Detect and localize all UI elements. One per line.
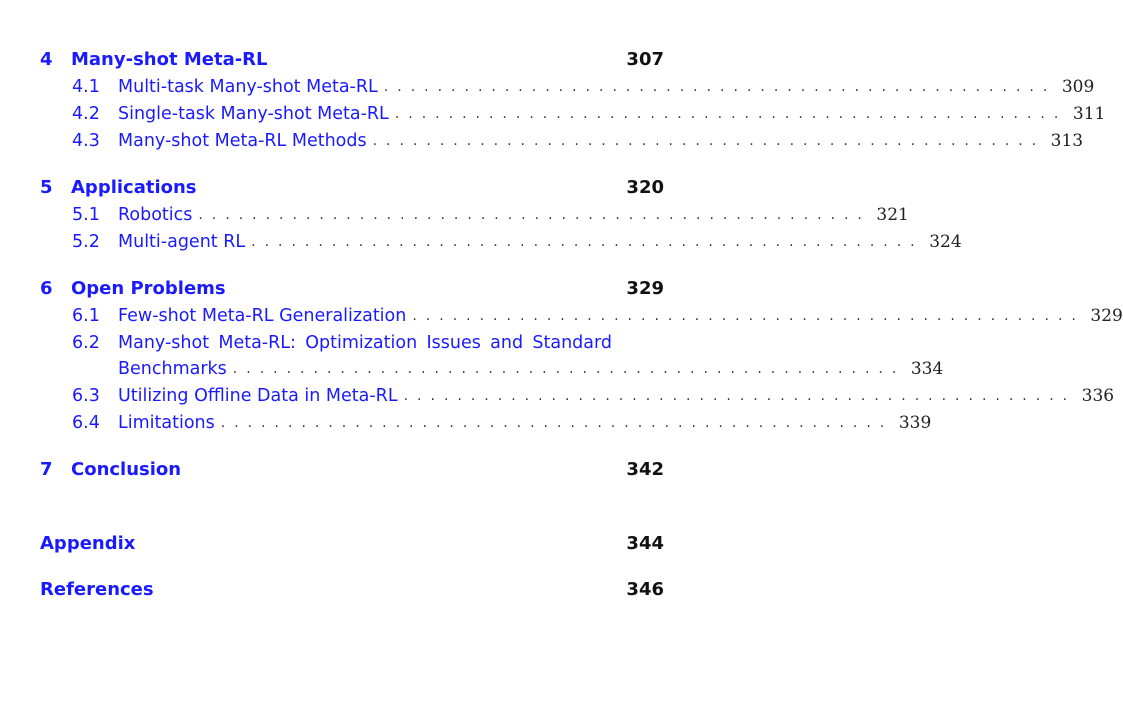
dot-leaders: .................................................. (232, 361, 906, 377)
dot-leaders: .................................................. (394, 106, 1068, 122)
appendix-page: 344 (626, 533, 664, 554)
section-title[interactable]: Utilizing Offline Data in Meta-RL (118, 386, 398, 406)
dot-leaders: .................................................. (412, 308, 1085, 324)
section-number: 6.4 (72, 413, 100, 433)
section-number: 5.1 (72, 205, 100, 225)
dot-leaders: .................................................. (372, 133, 1046, 149)
toc-section-6-3[interactable] (72, 383, 1115, 409)
section-page: 329 (1090, 306, 1123, 326)
toc-section-6-2-cont[interactable] (72, 356, 944, 382)
toc-section-4-2[interactable] (72, 101, 1106, 127)
section-title[interactable]: Multi-task Many-shot Meta-RL (118, 77, 378, 97)
section-number: 6.1 (72, 306, 100, 326)
toc-section-4-3[interactable] (72, 128, 1084, 154)
chapter-title[interactable]: Many-shot Meta-RL (71, 49, 268, 70)
section-page: 321 (876, 205, 909, 225)
section-page: 324 (929, 232, 962, 252)
toc-section-6-2[interactable] (72, 330, 664, 356)
toc-chapter-5[interactable] (40, 175, 664, 201)
toc-chapter-6[interactable] (40, 276, 664, 302)
section-title[interactable]: Few-shot Meta-RL Generalization (118, 306, 407, 326)
chapter-title[interactable]: Applications (71, 177, 197, 198)
chapter-number: 6 (40, 278, 53, 299)
section-page: 313 (1050, 131, 1084, 151)
section-title[interactable]: Single-task Many-shot Meta-RL (118, 104, 389, 124)
chapter-page: 307 (626, 49, 664, 70)
chapter-number: 5 (40, 177, 53, 198)
dot-leaders: .................................................. (383, 79, 1057, 95)
toc-section-6-4[interactable] (72, 410, 932, 436)
toc-section-5-2[interactable] (72, 229, 962, 255)
dot-leaders: .................................................. (403, 388, 1077, 404)
section-page: 311 (1072, 104, 1106, 124)
section-number: 4.2 (72, 104, 100, 124)
section-page: 336 (1081, 386, 1115, 406)
section-title-continued[interactable]: Benchmarks (118, 359, 227, 379)
references-title[interactable]: References (40, 579, 154, 600)
toc-chapter-7[interactable] (40, 457, 664, 483)
section-title[interactable]: Many-shot Meta-RL Methods (118, 131, 367, 151)
section-number: 6.2 (72, 333, 100, 353)
dot-leaders: .................................................. (251, 234, 924, 250)
toc-references[interactable] (40, 577, 664, 603)
chapter-number: 7 (40, 459, 53, 480)
toc-appendix[interactable] (40, 531, 664, 557)
section-title[interactable]: Robotics (118, 205, 193, 225)
section-page: 309 (1061, 77, 1095, 97)
section-number: 6.3 (72, 386, 100, 406)
section-title[interactable]: Limitations (118, 413, 215, 433)
chapter-page: 329 (626, 278, 664, 299)
chapter-number: 4 (40, 49, 53, 70)
appendix-title[interactable]: Appendix (40, 533, 136, 554)
references-page: 346 (626, 579, 664, 600)
toc-section-5-1[interactable] (72, 202, 909, 228)
section-number: 4.1 (72, 77, 100, 97)
dot-leaders: .................................................. (220, 415, 894, 431)
section-number: 4.3 (72, 131, 100, 151)
section-page: 339 (898, 413, 932, 433)
section-page: 334 (910, 359, 944, 379)
toc-section-6-1[interactable] (72, 303, 1123, 329)
chapter-page: 342 (626, 459, 664, 480)
chapter-title[interactable]: Open Problems (71, 278, 226, 299)
toc-section-4-1[interactable] (72, 74, 1095, 100)
chapter-title[interactable]: Conclusion (71, 459, 182, 480)
section-number: 5.2 (72, 232, 100, 252)
chapter-page: 320 (626, 177, 664, 198)
section-title[interactable]: Multi-agent RL (118, 232, 246, 252)
toc-chapter-4[interactable] (40, 47, 664, 73)
dot-leaders: .................................................. (198, 207, 871, 223)
section-title[interactable]: Many-shot Meta-RL: Optimization Issues and Standard (118, 333, 612, 353)
